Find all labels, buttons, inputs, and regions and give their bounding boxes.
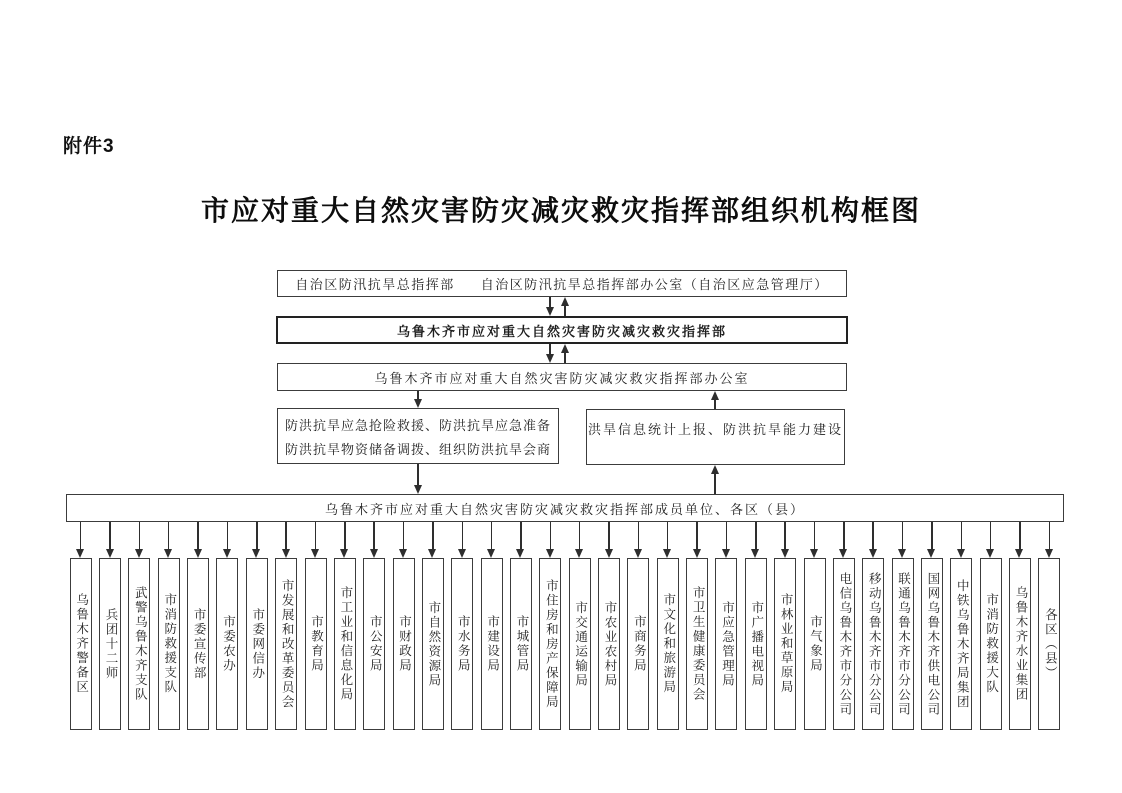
arrowhead-down-member-16 bbox=[546, 549, 554, 558]
connector-line-duty-left-to-members bbox=[417, 464, 419, 486]
member-unit-box: 电信乌鲁木齐市分公司 bbox=[833, 558, 855, 730]
arrowhead-down-region-to-cityhq bbox=[546, 307, 554, 316]
connector-line-member-8 bbox=[315, 522, 317, 550]
duty-left-box bbox=[277, 408, 559, 464]
arrowhead-down-member-5 bbox=[223, 549, 231, 558]
member-unit-box: 市交通运输局 bbox=[569, 558, 591, 730]
connector-line-member-1 bbox=[109, 522, 111, 550]
arrowhead-down-member-12 bbox=[428, 549, 436, 558]
arrowhead-down-member-13 bbox=[458, 549, 466, 558]
connector-line-member-29 bbox=[931, 522, 933, 550]
member-unit-box: 市水务局 bbox=[451, 558, 473, 730]
arrowhead-down-member-15 bbox=[516, 549, 524, 558]
member-unit-box: 市委网信办 bbox=[246, 558, 268, 730]
member-unit-box: 市教育局 bbox=[305, 558, 327, 730]
connector-line-member-13 bbox=[462, 522, 464, 550]
connector-line-member-0 bbox=[80, 522, 82, 550]
connector-line-member-10 bbox=[373, 522, 375, 550]
connector-line-office-to-cityhq bbox=[564, 352, 566, 363]
arrowhead-down-member-2 bbox=[135, 549, 143, 558]
member-unit-box: 市消防救援大队 bbox=[980, 558, 1002, 730]
connector-line-member-26 bbox=[843, 522, 845, 550]
arrowhead-down-member-7 bbox=[282, 549, 290, 558]
member-unit-box: 联通乌鲁木齐市分公司 bbox=[892, 558, 914, 730]
member-unit-box: 市公安局 bbox=[363, 558, 385, 730]
connector-line-member-25 bbox=[814, 522, 816, 550]
arrowhead-down-member-3 bbox=[164, 549, 172, 558]
member-unit-box: 乌鲁木齐警备区 bbox=[70, 558, 92, 730]
duty-left-line1: 防洪抗旱应急抢险救援、防洪抗旱应急准备 bbox=[284, 417, 551, 433]
arrowhead-down-member-23 bbox=[751, 549, 759, 558]
connector-line-member-31 bbox=[990, 522, 992, 550]
connector-line-cityhq-to-region bbox=[564, 305, 566, 316]
member-unit-box: 市消防救援支队 bbox=[158, 558, 180, 730]
connector-line-member-12 bbox=[432, 522, 434, 550]
duty-right-box: 洪旱信息统计上报、防洪抗旱能力建设 bbox=[586, 409, 845, 465]
arrowhead-down-member-30 bbox=[957, 549, 965, 558]
connector-line-member-27 bbox=[872, 522, 874, 550]
arrowhead-up-office-to-cityhq bbox=[561, 344, 569, 353]
arrowhead-down-member-17 bbox=[575, 549, 583, 558]
arrowhead-down-office-to-duty-left bbox=[414, 399, 422, 408]
connector-line-member-30 bbox=[961, 522, 963, 550]
member-unit-box: 市应急管理局 bbox=[715, 558, 737, 730]
member-unit-box: 市文化和旅游局 bbox=[657, 558, 679, 730]
arrowhead-up-duty-right-to-office bbox=[711, 391, 719, 400]
member-unit-box: 乌鲁木齐水业集团 bbox=[1009, 558, 1031, 730]
region-office-label: 自治区防汛抗旱总指挥部办公室（自治区应急管理厅） bbox=[480, 277, 829, 292]
member-unit-box: 市委农办 bbox=[216, 558, 238, 730]
arrowhead-down-member-22 bbox=[722, 549, 730, 558]
region-hq-label: 自治区防汛抗旱总指挥部 bbox=[295, 277, 455, 292]
arrowhead-down-member-26 bbox=[839, 549, 847, 558]
member-unit-box: 兵团十二师 bbox=[99, 558, 121, 730]
member-unit-box: 市农业农村局 bbox=[598, 558, 620, 730]
attachment-label: 附件3 bbox=[63, 136, 115, 157]
page-title: 市应对重大自然灾害防灾减灾救灾指挥部组织机构框图 bbox=[200, 195, 921, 226]
member-unit-box: 市住房和房产保障局 bbox=[539, 558, 561, 730]
member-unit-box: 市建设局 bbox=[481, 558, 503, 730]
arrowhead-down-member-14 bbox=[487, 549, 495, 558]
arrowhead-down-member-1 bbox=[106, 549, 114, 558]
arrowhead-down-duty-left-to-members bbox=[414, 485, 422, 494]
arrowhead-up-members-to-duty-right bbox=[711, 465, 719, 474]
arrowhead-down-member-31 bbox=[986, 549, 994, 558]
arrowhead-down-member-28 bbox=[898, 549, 906, 558]
connector-line-member-14 bbox=[491, 522, 493, 550]
arrowhead-down-member-19 bbox=[634, 549, 642, 558]
connector-line-member-7 bbox=[285, 522, 287, 550]
city-office-box: 乌鲁木齐市应对重大自然灾害防灾减灾救灾指挥部办公室 bbox=[277, 363, 847, 391]
arrowhead-down-member-33 bbox=[1045, 549, 1053, 558]
connector-line-member-6 bbox=[256, 522, 258, 550]
connector-line-member-22 bbox=[726, 522, 728, 550]
arrowhead-down-member-21 bbox=[693, 549, 701, 558]
member-unit-box: 市发展和改革委员会 bbox=[275, 558, 297, 730]
arrowhead-down-member-20 bbox=[663, 549, 671, 558]
connector-line-member-23 bbox=[755, 522, 757, 550]
arrowhead-down-member-8 bbox=[311, 549, 319, 558]
connector-line-member-2 bbox=[139, 522, 141, 550]
arrowhead-down-member-9 bbox=[340, 549, 348, 558]
member-unit-box: 市财政局 bbox=[393, 558, 415, 730]
connector-line-member-15 bbox=[520, 522, 522, 550]
arrowhead-down-member-29 bbox=[927, 549, 935, 558]
connector-line-member-3 bbox=[168, 522, 170, 550]
arrowhead-down-member-11 bbox=[399, 549, 407, 558]
connector-line-member-5 bbox=[227, 522, 229, 550]
members-bar: 乌鲁木齐市应对重大自然灾害防灾减灾救灾指挥部成员单位、各区（县） bbox=[66, 494, 1064, 522]
member-unit-box: 市委宣传部 bbox=[187, 558, 209, 730]
member-unit-box: 武警乌鲁木齐支队 bbox=[128, 558, 150, 730]
member-unit-box: 中铁乌鲁木齐局集团 bbox=[950, 558, 972, 730]
connector-line-member-11 bbox=[403, 522, 405, 550]
member-unit-box: 市城管局 bbox=[510, 558, 532, 730]
arrowhead-down-member-0 bbox=[76, 549, 84, 558]
connector-line-member-9 bbox=[344, 522, 346, 550]
member-unit-box: 移动乌鲁木齐市分公司 bbox=[862, 558, 884, 730]
connector-line-member-20 bbox=[667, 522, 669, 550]
connector-line-duty-right-to-office bbox=[714, 399, 716, 409]
city-hq-box: 乌鲁木齐市应对重大自然灾害防灾减灾救灾指挥部 bbox=[276, 316, 848, 344]
member-unit-box: 市工业和信息化局 bbox=[334, 558, 356, 730]
region-hq-box bbox=[277, 270, 847, 297]
connector-line-member-19 bbox=[638, 522, 640, 550]
connector-line-member-28 bbox=[902, 522, 904, 550]
member-unit-box: 市气象局 bbox=[804, 558, 826, 730]
arrowhead-down-member-4 bbox=[194, 549, 202, 558]
member-unit-box: 市林业和草原局 bbox=[774, 558, 796, 730]
arrowhead-down-member-6 bbox=[252, 549, 260, 558]
connector-line-member-18 bbox=[608, 522, 610, 550]
arrowhead-down-member-32 bbox=[1015, 549, 1023, 558]
member-unit-box: 国网乌鲁木齐供电公司 bbox=[921, 558, 943, 730]
arrowhead-down-member-18 bbox=[605, 549, 613, 558]
arrowhead-down-cityhq-to-office bbox=[546, 354, 554, 363]
duty-left-line2: 防洪抗旱物资储备调拨、组织防洪抗旱会商 bbox=[284, 441, 551, 457]
connector-line-member-16 bbox=[550, 522, 552, 550]
connector-line-member-21 bbox=[696, 522, 698, 550]
member-unit-box: 市广播电视局 bbox=[745, 558, 767, 730]
arrowhead-down-member-24 bbox=[781, 549, 789, 558]
connector-line-member-32 bbox=[1019, 522, 1021, 550]
connector-line-member-4 bbox=[197, 522, 199, 550]
member-unit-box: 各区（县） bbox=[1038, 558, 1060, 730]
arrowhead-down-member-10 bbox=[370, 549, 378, 558]
connector-line-member-33 bbox=[1049, 522, 1051, 550]
connector-line-member-24 bbox=[784, 522, 786, 550]
connector-line-member-17 bbox=[579, 522, 581, 550]
arrowhead-down-member-25 bbox=[810, 549, 818, 558]
member-unit-box: 市商务局 bbox=[627, 558, 649, 730]
arrowhead-up-cityhq-to-region bbox=[561, 297, 569, 306]
member-unit-box: 市自然资源局 bbox=[422, 558, 444, 730]
arrowhead-down-member-27 bbox=[869, 549, 877, 558]
member-unit-box: 市卫生健康委员会 bbox=[686, 558, 708, 730]
connector-line-members-to-duty-right bbox=[714, 473, 716, 494]
